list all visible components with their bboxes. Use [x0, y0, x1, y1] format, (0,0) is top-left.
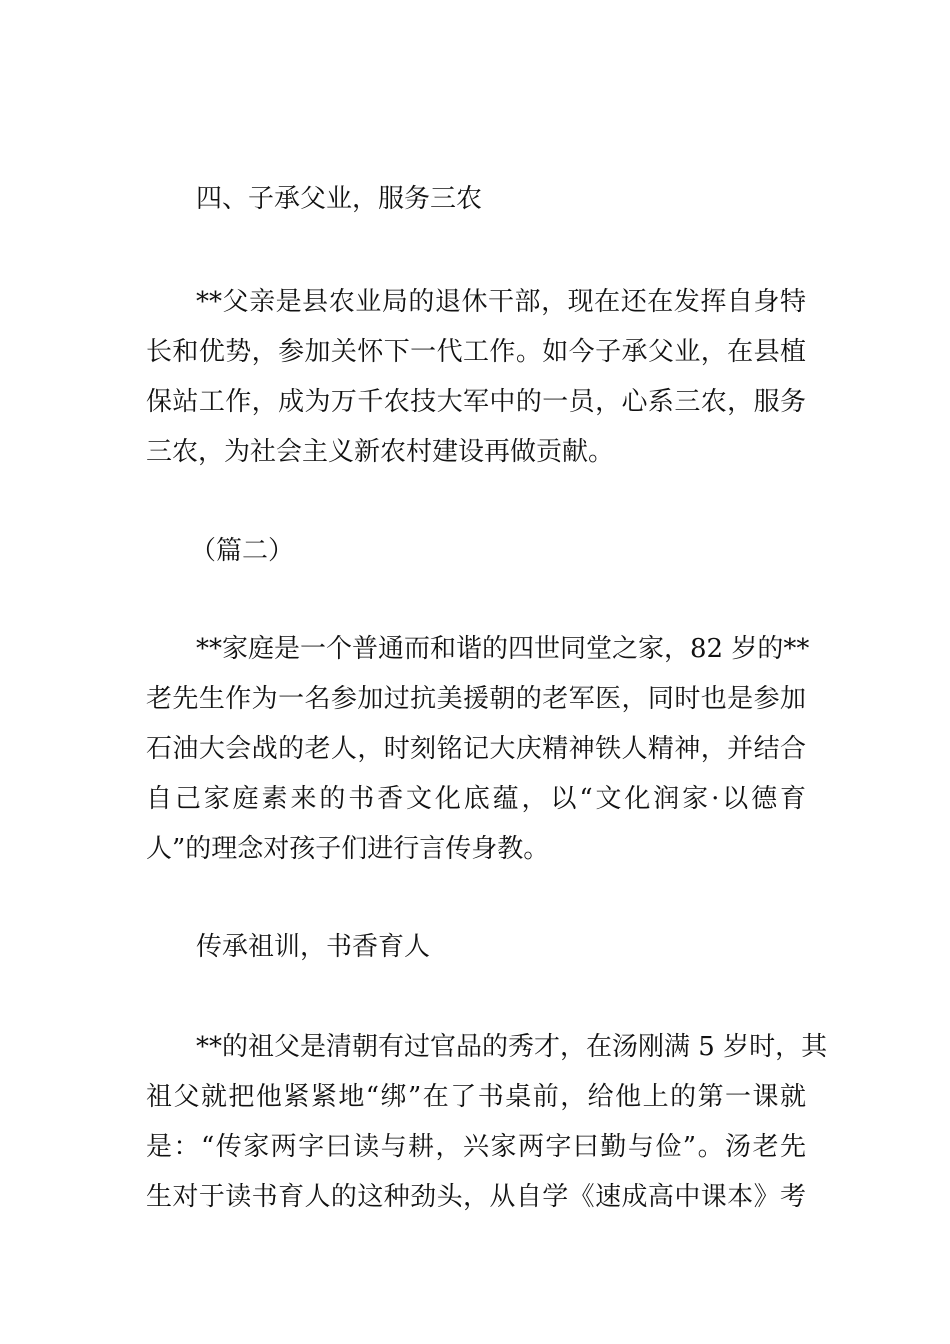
- paragraph-line: 人”的理念对孩子们进行言传身教。: [146, 834, 550, 864]
- paragraph-line: 长和优势，参加关怀下一代工作。如今子承父业，在县植: [146, 337, 806, 367]
- paragraph-line: 保站工作，成为万千农技大军中的一员，心系三农，服务: [146, 387, 806, 417]
- part-label: （篇二）: [190, 536, 295, 566]
- section-heading: 四、子承父业，服务三农: [196, 184, 483, 214]
- paragraph-line: 老先生作为一名参加过抗美援朝的老军医，同时也是参加: [146, 684, 806, 714]
- paragraph-line: **父亲是县农业局的退休干部，现在还在发挥自身特: [196, 287, 806, 317]
- paragraph-line: **的祖父是清朝有过官品的秀才，在汤刚满 5 岁时，其: [196, 1032, 828, 1062]
- paragraph-line: 自己家庭素来的书香文化底蕴，以“文化润家·以德育: [146, 784, 806, 814]
- paragraph-line: 是：“传家两字曰读与耕，兴家两字曰勤与俭”。汤老先: [146, 1132, 806, 1162]
- paragraph-line: 生对于读书育人的这种劲头，从自学《速成高中课本》考: [146, 1182, 806, 1212]
- subheading: 传承祖训，书香育人: [196, 932, 431, 962]
- paragraph-line: 祖父就把他紧紧地“绑”在了书桌前，给他上的第一课就: [146, 1082, 806, 1112]
- paragraph-line: **家庭是一个普通而和谐的四世同堂之家，82 岁的**: [196, 634, 810, 664]
- paragraph-line: 石油大会战的老人，时刻铭记大庆精神铁人精神，并结合: [146, 734, 806, 764]
- paragraph-line: 三农，为社会主义新农村建设再做贡献。: [146, 437, 615, 467]
